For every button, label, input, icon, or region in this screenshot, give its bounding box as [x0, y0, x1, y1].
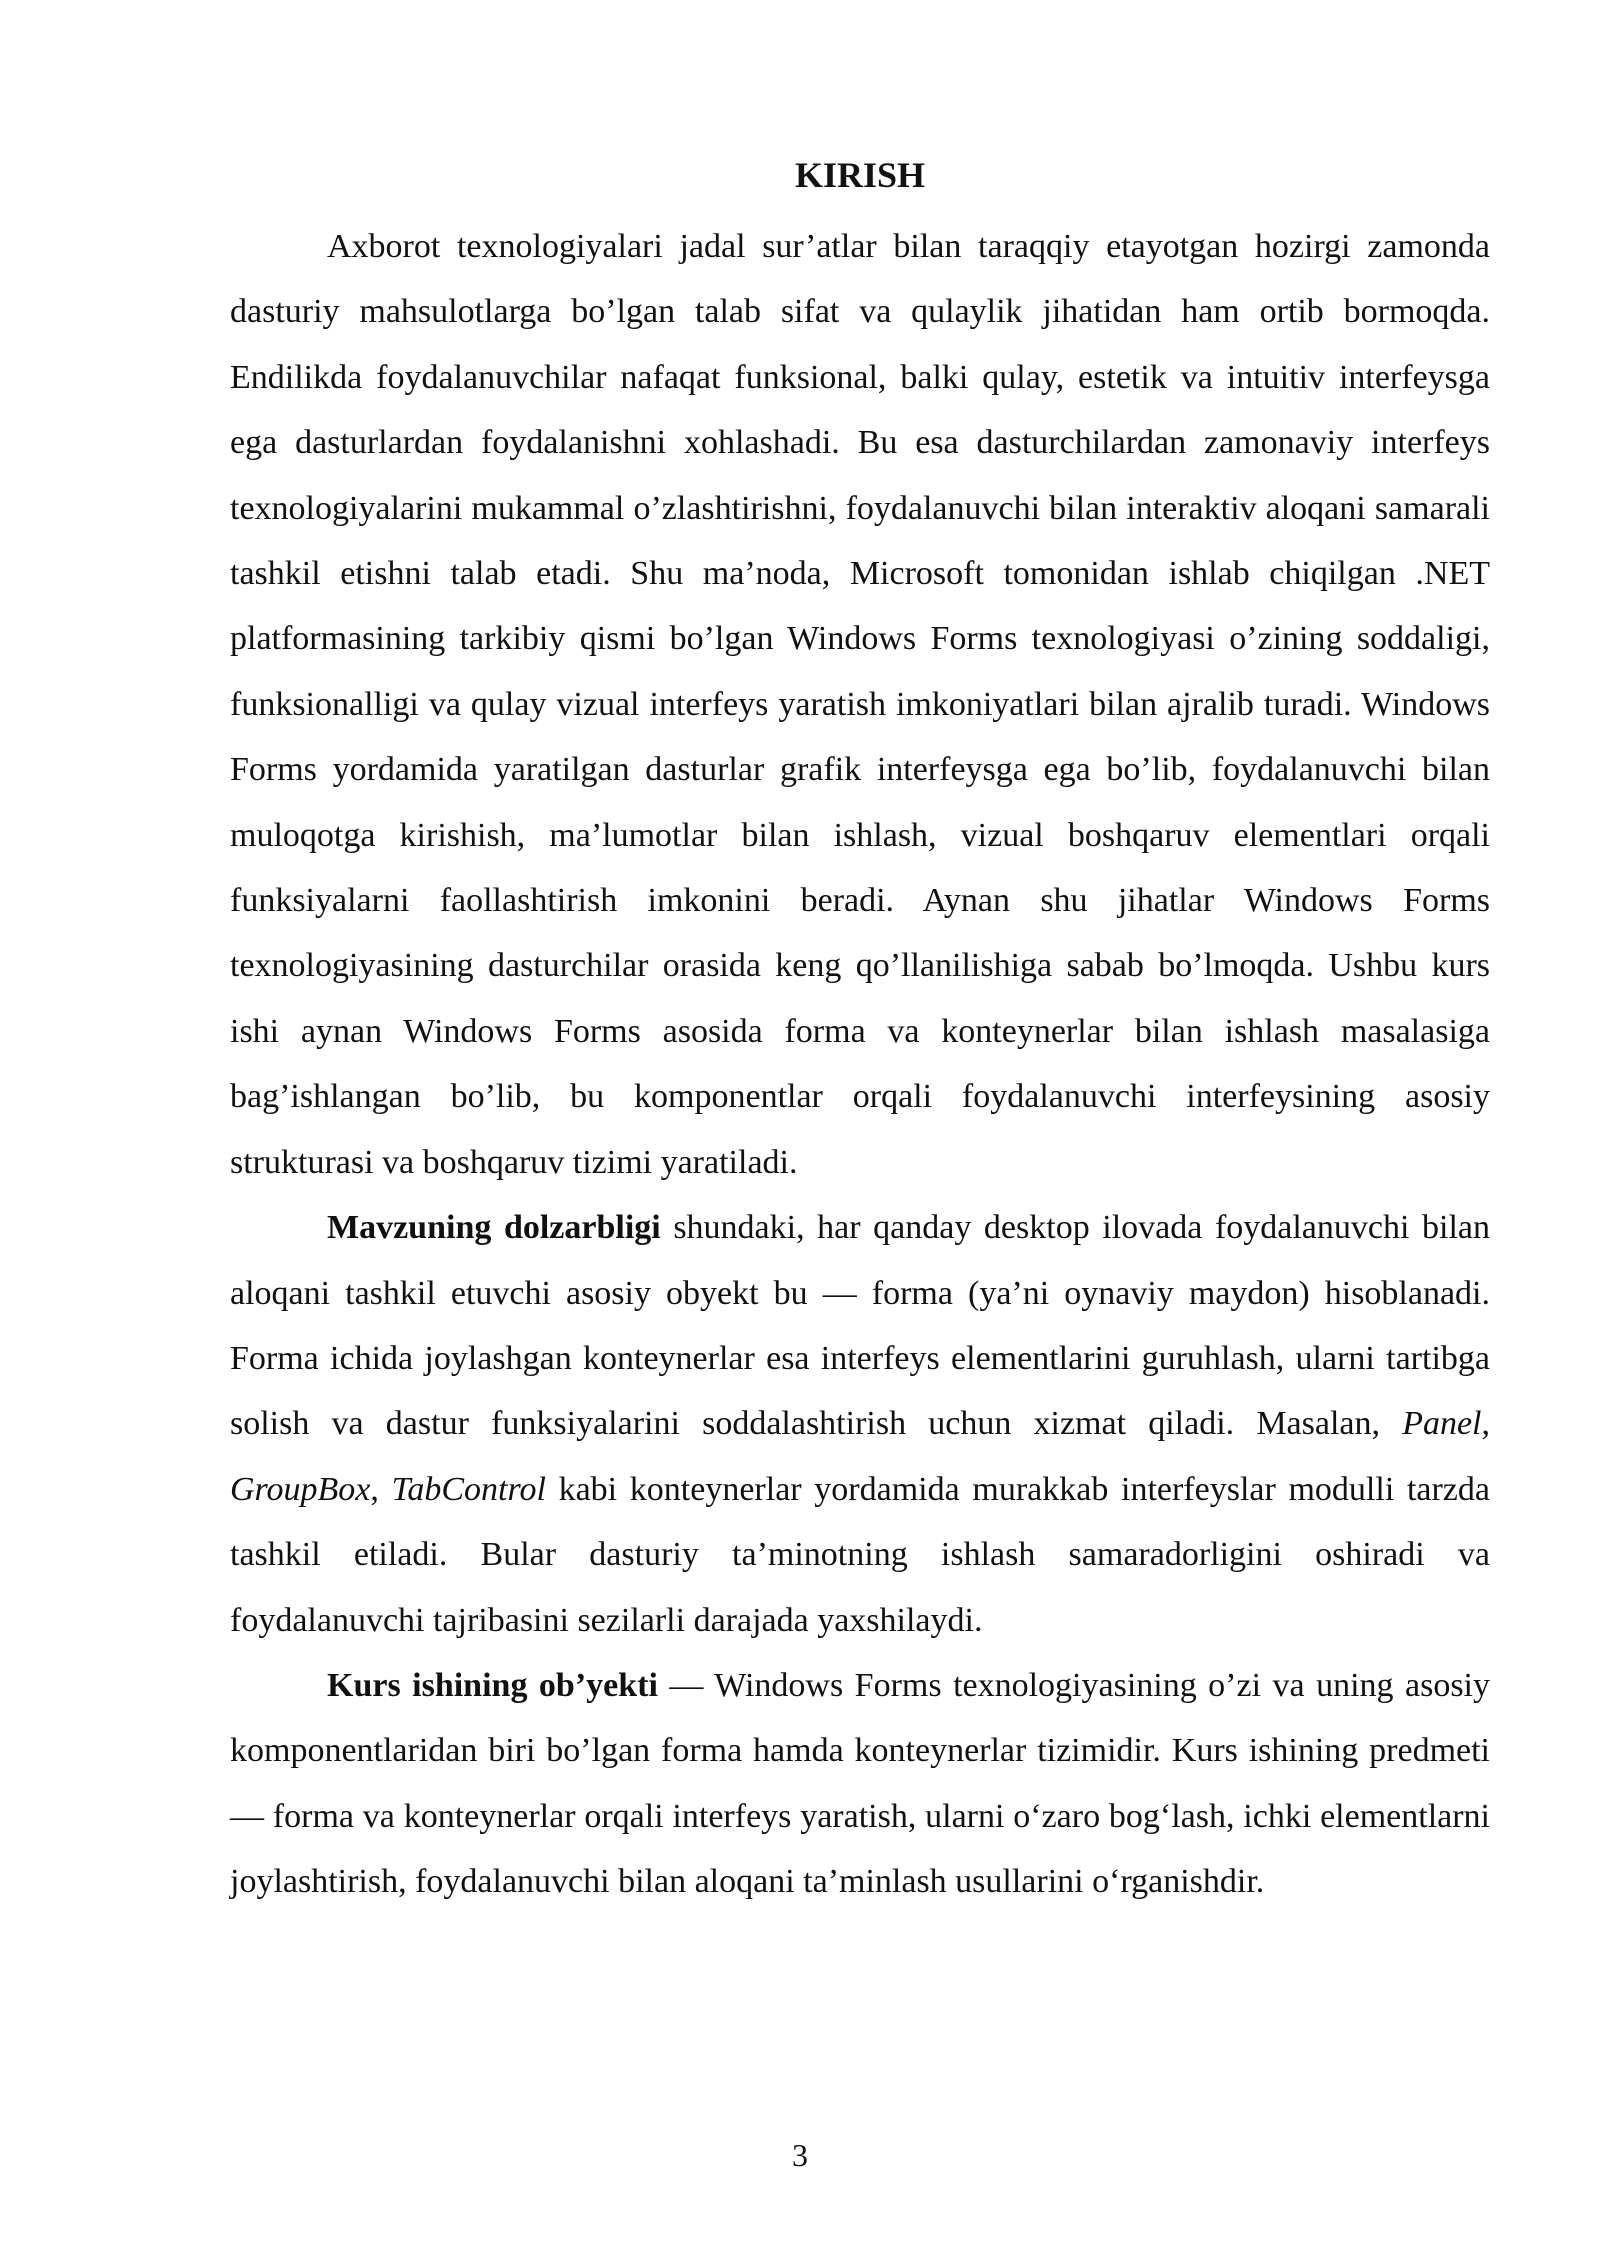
intro-paragraph-text: Axborot texnologiyalari jadal sur’atlar bilan taraqqiy etayotgan hozirgi zamonda dasturiy mahsulotlarga bo’lgan talab sifat va qulaylik jihatidan ham ortib bormoqda. Endilikda foydalanuvchilar nafaqat funksional, balki qulay, estetik va intuitiv interfeysga ega dasturlardan foydalanishni xohlashadi. Bu esa dasturchilardan zamonaviy interfeys texnologiyalarini mukammal o’zlashtirishni, foydalanuvchi bilan interaktiv aloqani samarali tashkil etishni talab etadi. Shu ma’noda, Microsoft tomonidan ishlab chiqilgan .NET platformasining tarkibiy qismi bo’lgan Windows Forms texnologiyasi o’zining soddaligi, funksionalligi va qulay vizual interfeys yaratish imkoniyatlari bilan ajralib turadi. Windows Forms yordamida yaratilgan dasturlar grafik interfeysga ega bo’lib, foydalanuvchi bilan muloqotga kirishish, ma’lumotlar bilan ishlash, vizual boshqaruv elementlari orqali funksiyalarni faollashtirish imkonini beradi. Aynan shu jihatlar Windows Forms texnologiyasining dasturchilar orasida keng qo’llanilishiga sabab bo’lmoqda. Ushbu kurs ishi aynan Windows Forms asosida forma va konteynerlar bilan ishlash masalasiga bag’ishlangan bo’lib, bu komponentlar orqali foydalanuvchi interfeysining asosiy strukturasi va boshqaruv tizimi yaratiladi. [230, 228, 1490, 1181]
page-number: 3 [792, 2137, 808, 2173]
object-lead: Kurs ishining ob’yekti [327, 1666, 658, 1704]
term-panel: Panel [1402, 1405, 1482, 1443]
relevance-text-1: shundaki, har qanday desktop ilovada foydalanuvchi bilan aloqani tashkil etuvchi asosiy obyekt bu — forma (ya’ni oynaviy maydon) hisoblanadi. Forma ichida joylashgan konteynerlar esa interfeys elementlarini guruhlash, ularni tartibga solish va dastur funksiyalarini soddalashtirish uchun xizmat qiladi. Masalan, [230, 1209, 1490, 1443]
document-page [230, 150, 1490, 1915]
term-separator: , [1481, 1405, 1490, 1443]
object-text: — Windows Forms texnologiyasining o’zi va uning asosiy komponentlaridan biri bo’lgan forma hamda konteynerlar tizimidir. Kurs ishining predmeti — forma va konteynerlar orqali interfeys yaratish, ularni o‘zaro bog‘lash, ichki elementlarni joylashtirish, foydalanuvchi bilan aloqani ta’minlash usullarini o‘rganishdir. [230, 1666, 1490, 1901]
relevance-paragraph [230, 1195, 1490, 1653]
term-tabcontrol: TabControl [391, 1470, 546, 1508]
object-paragraph [230, 1653, 1490, 1915]
page-title: KIRISH [794, 155, 926, 195]
intro-paragraph [230, 214, 1490, 1195]
term-separator: , [370, 1470, 392, 1508]
term-groupbox: GroupBox [230, 1470, 371, 1508]
relevance-text-2: kabi konteynerlar yordamida murakkab interfeyslar modulli tarzda tashkil etiladi. Bular dasturiy ta’minotning ishlash samaradorligini oshiradi va foydalanuvchi tajribasini sezilarli darajada yaxshilaydi. [230, 1470, 1490, 1639]
relevance-lead: Mavzuning dolzarbligi [327, 1209, 661, 1247]
